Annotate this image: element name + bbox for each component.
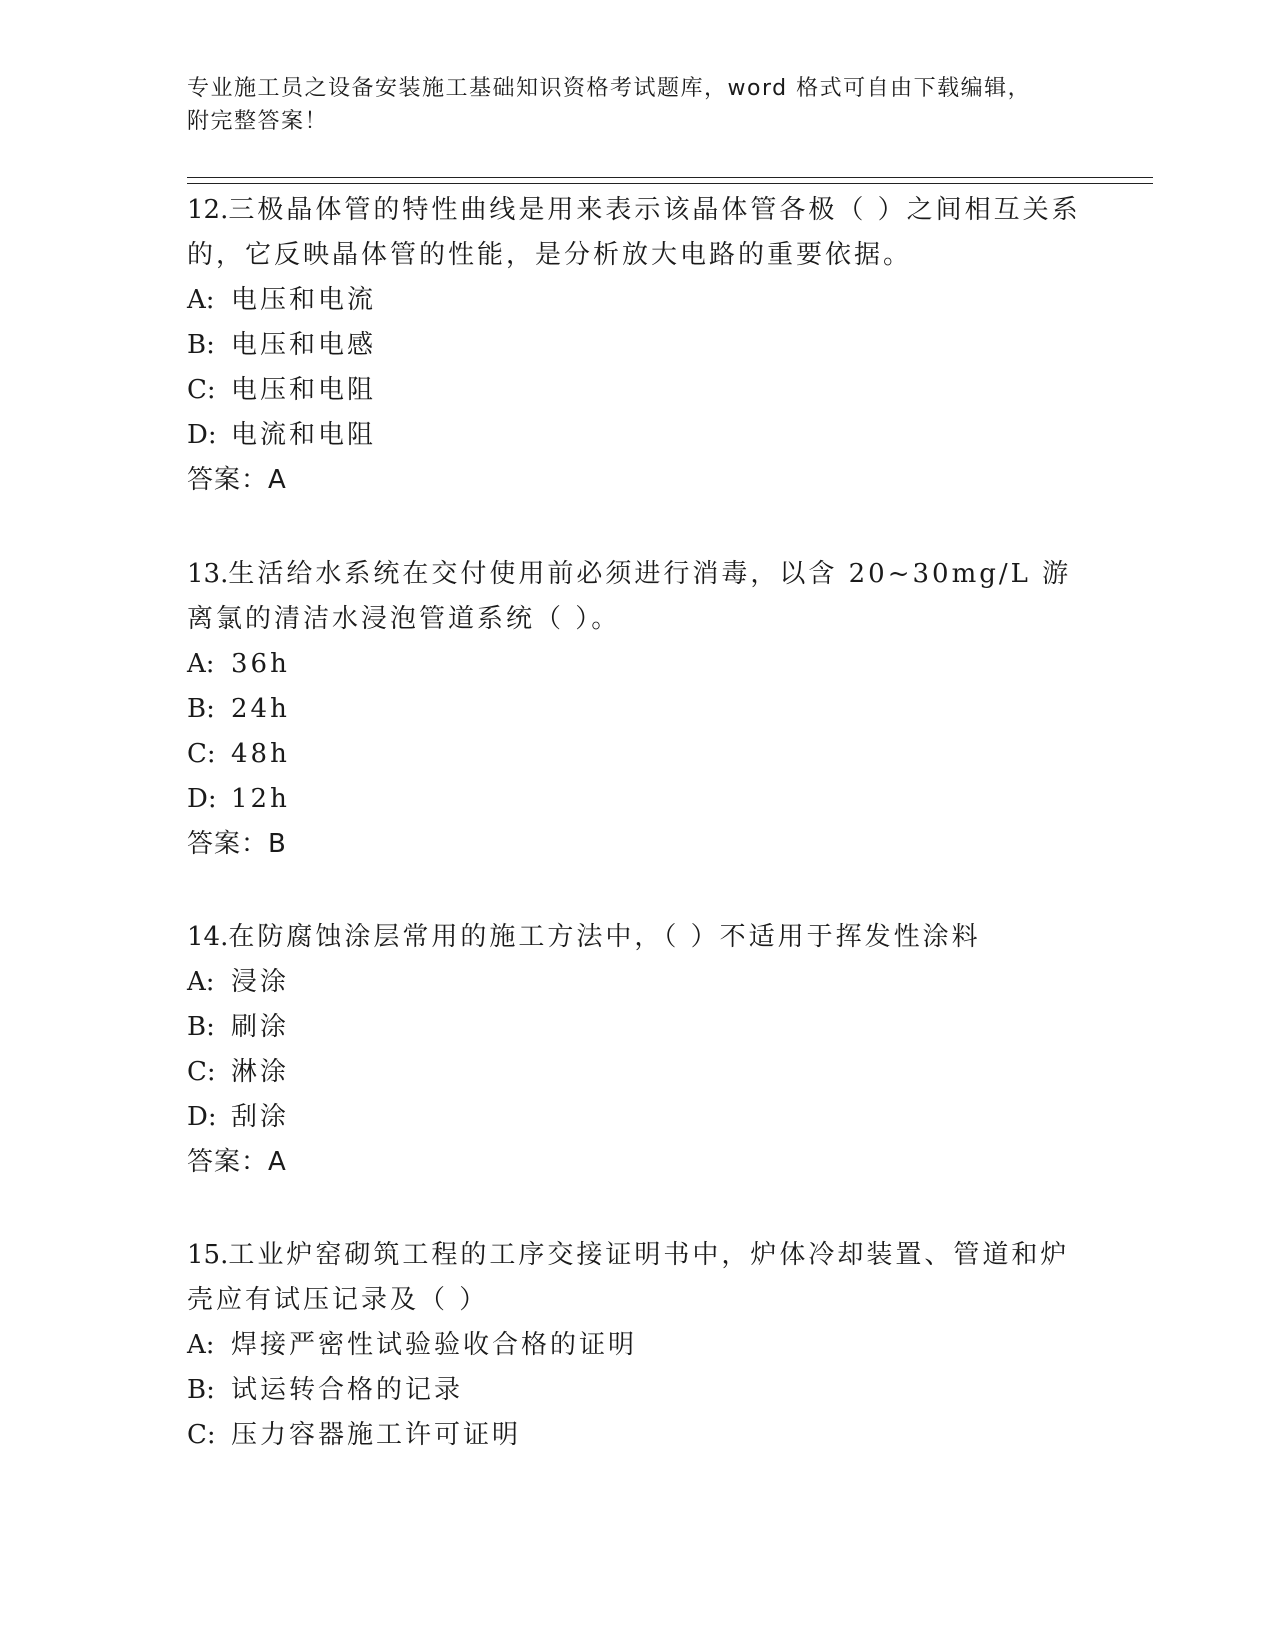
question-number: 14. bbox=[187, 922, 229, 952]
question-stem bbox=[187, 1233, 1087, 1323]
answer-line: 答案：A bbox=[187, 1147, 287, 1177]
option-b bbox=[187, 323, 1087, 368]
option-letter: A: bbox=[187, 967, 215, 997]
option-d bbox=[187, 413, 1087, 458]
question-number: 15. bbox=[187, 1240, 229, 1270]
option-letter: D: bbox=[187, 784, 217, 814]
question-text: 三极晶体管的特性曲线是用来表示该晶体管各极（ ）之间相互关系的，它反映晶体管的性能，是分析放大电路的重要依据。 bbox=[187, 195, 1081, 270]
option-text: 刮涂 bbox=[231, 1102, 290, 1132]
option-letter: D: bbox=[187, 1102, 217, 1132]
option-a bbox=[187, 642, 1087, 687]
question-stem bbox=[187, 552, 1087, 642]
option-text: 试运转合格的记录 bbox=[231, 1375, 464, 1405]
option-b bbox=[187, 1368, 1087, 1413]
option-a bbox=[187, 1323, 1087, 1368]
option-letter: D: bbox=[187, 420, 217, 450]
option-c bbox=[187, 1413, 1087, 1458]
question-number: 12. bbox=[187, 195, 229, 225]
header-line-1: 专业施工员之设备安装施工基础知识资格考试题库，word 格式可自由下载编辑， bbox=[187, 76, 1032, 101]
option-a bbox=[187, 278, 1087, 323]
option-text: 电压和电感 bbox=[231, 330, 377, 360]
question-text: 在防腐蚀涂层常用的施工方法中，（ ）不适用于挥发性涂料 bbox=[228, 922, 981, 952]
option-text: 浸涂 bbox=[231, 967, 290, 997]
question-15 bbox=[187, 1233, 1087, 1458]
option-c bbox=[187, 732, 1087, 777]
question-text: 工业炉窑砌筑工程的工序交接证明书中，炉体冷却装置、管道和炉壳应有试压记录及（ ） bbox=[187, 1240, 1070, 1315]
option-letter: C: bbox=[187, 1420, 216, 1450]
document-header bbox=[187, 72, 1087, 138]
option-text: 焊接严密性试验验收合格的证明 bbox=[231, 1330, 638, 1360]
option-letter: B: bbox=[187, 330, 215, 360]
option-text: 淋涂 bbox=[231, 1057, 290, 1087]
option-text: 12h bbox=[231, 784, 290, 814]
option-text: 36h bbox=[231, 649, 290, 679]
option-letter: C: bbox=[187, 1057, 216, 1087]
question-13 bbox=[187, 552, 1087, 867]
option-d bbox=[187, 1095, 1087, 1140]
option-letter: B: bbox=[187, 1012, 215, 1042]
option-text: 24h bbox=[231, 694, 290, 724]
option-text: 电流和电阻 bbox=[231, 420, 377, 450]
header-divider-top bbox=[187, 177, 1153, 178]
question-14 bbox=[187, 915, 1087, 1185]
option-letter: A: bbox=[187, 285, 215, 315]
question-stem bbox=[187, 915, 1087, 960]
option-letter: A: bbox=[187, 1330, 215, 1360]
option-letter: B: bbox=[187, 694, 215, 724]
option-text: 48h bbox=[231, 739, 290, 769]
question-stem bbox=[187, 188, 1087, 278]
option-text: 电压和电阻 bbox=[231, 375, 377, 405]
option-b bbox=[187, 687, 1087, 732]
option-text: 电压和电流 bbox=[231, 285, 377, 315]
option-text: 压力容器施工许可证明 bbox=[231, 1420, 522, 1450]
option-text: 刷涂 bbox=[231, 1012, 290, 1042]
option-d bbox=[187, 777, 1087, 822]
option-c bbox=[187, 368, 1087, 413]
option-letter: A: bbox=[187, 649, 215, 679]
option-b bbox=[187, 1005, 1087, 1050]
question-text: 生活给水系统在交付使用前必须进行消毒，以含 20~30mg/L 游离氯的清洁水浸泡管道系统（ ）。 bbox=[187, 559, 1072, 634]
header-divider-bottom bbox=[187, 183, 1153, 184]
header-line-2: 附完整答案！ bbox=[187, 109, 329, 134]
option-c bbox=[187, 1050, 1087, 1095]
question-12 bbox=[187, 188, 1087, 503]
answer-line: 答案：A bbox=[187, 465, 287, 495]
answer-line: 答案：B bbox=[187, 829, 287, 859]
option-letter: B: bbox=[187, 1375, 215, 1405]
option-letter: C: bbox=[187, 739, 216, 769]
question-number: 13. bbox=[187, 559, 229, 589]
option-a bbox=[187, 960, 1087, 1005]
option-letter: C: bbox=[187, 375, 216, 405]
